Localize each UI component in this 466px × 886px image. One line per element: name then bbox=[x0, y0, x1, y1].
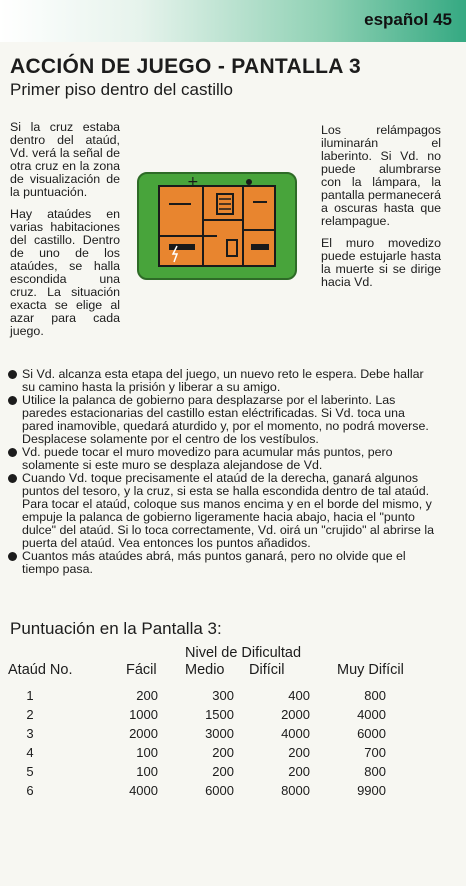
column-header-coffin: Ataúd No. bbox=[8, 662, 73, 678]
left-paragraph: Si la cruz estaba dentro del ataúd, Vd. verá la señal de otra cruz en la zona de visualización de la puntuación. bbox=[10, 120, 120, 199]
bullet-icon bbox=[8, 448, 17, 457]
bullet-text: Si Vd. alcanza esta etapa del juego, un nuevo reto le espera. Debe hallar su camino hasta la prisión y liberar a su amigo. bbox=[22, 367, 424, 394]
table-cell: 2000 bbox=[281, 707, 310, 722]
bullet-icon bbox=[8, 552, 17, 561]
table-cell: 1500 bbox=[205, 707, 234, 722]
cross-icon: + bbox=[187, 174, 199, 190]
table-cell: 200 bbox=[136, 688, 158, 703]
bullet-item bbox=[8, 472, 438, 550]
table-cell: 5 bbox=[26, 764, 34, 779]
table-cell: 800 bbox=[364, 688, 386, 703]
table-cell: 2000 bbox=[129, 726, 158, 741]
table-cell: 6 bbox=[26, 783, 34, 798]
table-cell: 400 bbox=[288, 688, 310, 703]
left-paragraph: Hay ataúdes en varias habitaciones del castillo. Dentro de uno de los ataúdes, se halla escondida una cruz. La situación exacta se elige al azar para cada juego. bbox=[10, 207, 120, 338]
bullet-item bbox=[8, 368, 438, 394]
table-cell: 6000 bbox=[357, 726, 386, 741]
table-cell: 800 bbox=[364, 764, 386, 779]
column-header-medium: Medio bbox=[185, 662, 225, 678]
table-cell: 6000 bbox=[205, 783, 234, 798]
table-cell: 4000 bbox=[129, 783, 158, 798]
castle-maze-illustration bbox=[139, 174, 295, 278]
table-cell: 1000 bbox=[129, 707, 158, 722]
table-cell: 3 bbox=[26, 726, 34, 741]
table-cell: 8000 bbox=[281, 783, 310, 798]
bullet-icon bbox=[8, 474, 17, 483]
score-table-title: Puntuación en la Pantalla 3: bbox=[10, 619, 222, 638]
column-header-easy: Fácil bbox=[126, 662, 157, 678]
table-cell: 4 bbox=[26, 745, 34, 760]
right-paragraph: Los relámpagos iluminarán el laberinto. Si Vd. no puede alumbrarse con la lámpara, la pantalla permanecerá a oscuras hasta que relampague. bbox=[321, 123, 441, 228]
table-cell: 4000 bbox=[357, 707, 386, 722]
game-screen-illustration bbox=[137, 172, 297, 280]
table-cell: 2 bbox=[26, 707, 34, 722]
table-cell: 200 bbox=[212, 745, 234, 760]
bullet-text: Vd. puede tocar el muro movedizo para acumular más puntos, pero solamente si este muro se desplaza alejandose de Vd. bbox=[22, 445, 393, 472]
right-paragraph: El muro movedizo puede estujarle hasta la muerte si se dirige hacia Vd. bbox=[321, 236, 441, 289]
table-cell: 9900 bbox=[357, 783, 386, 798]
table-cell: 1 bbox=[26, 688, 34, 703]
right-column bbox=[321, 124, 441, 298]
page-title: ACCIÓN DE JUEGO - PANTALLA 3 bbox=[10, 55, 362, 78]
table-cell: 200 bbox=[288, 764, 310, 779]
table-cell: 4000 bbox=[281, 726, 310, 741]
table-cell: 300 bbox=[212, 688, 234, 703]
bullet-icon bbox=[8, 370, 17, 379]
player-icon bbox=[246, 179, 252, 185]
bullet-text: Cuando Vd. toque precisamente el ataúd de la derecha, ganará algunos puntos del tesoro, y la cruz, si esta se halla escondida dentro de tal ataúd. Para tocar el ataúd, coloque sus manos encima y en el borde del mismo, y empuje la palanca de gobierno ligeramente hacia abajo, hacia el "punto dulce" del ataúd. Si lo toca correctamente, Vd. oirá un "crujido" al abrirse la puerta del ataúd. Vea entonces los puntos añadidos. bbox=[22, 471, 434, 550]
table-cell: 3000 bbox=[205, 726, 234, 741]
bullet-text: Cuantos más ataúdes abrá, más puntos ganará, pero no olvide que el tiempo pasa. bbox=[22, 549, 406, 576]
page-subtitle: Primer piso dentro del castillo bbox=[10, 80, 233, 99]
bullet-icon bbox=[8, 396, 17, 405]
page-label: español 45 bbox=[364, 10, 452, 29]
table-cell: 200 bbox=[288, 745, 310, 760]
moving-wall bbox=[169, 244, 195, 250]
column-header-very-hard: Muy Difícil bbox=[337, 662, 404, 678]
bullet-item bbox=[8, 550, 438, 576]
left-column bbox=[10, 121, 120, 347]
table-cell: 100 bbox=[136, 764, 158, 779]
bullet-list bbox=[8, 368, 438, 576]
table-cell: 700 bbox=[364, 745, 386, 760]
bullet-item bbox=[8, 446, 438, 472]
column-header-hard: Difícil bbox=[249, 662, 285, 678]
bullet-item bbox=[8, 394, 438, 446]
table-cell: 200 bbox=[212, 764, 234, 779]
difficulty-group-header: Nivel de Dificultad bbox=[185, 645, 302, 661]
table-cell: 100 bbox=[136, 745, 158, 760]
moving-wall bbox=[251, 244, 269, 250]
bullet-text: Utilice la palanca de gobierno para desplazarse por el laberinto. Las paredes estacionarias del castillo estan eléctrificadas. Si Vd. toca una pared inamovible, quedará aturdido y, por el momento, no podrá moverse. Desplacese solamente por el centro de los vestíbulos. bbox=[22, 393, 429, 446]
